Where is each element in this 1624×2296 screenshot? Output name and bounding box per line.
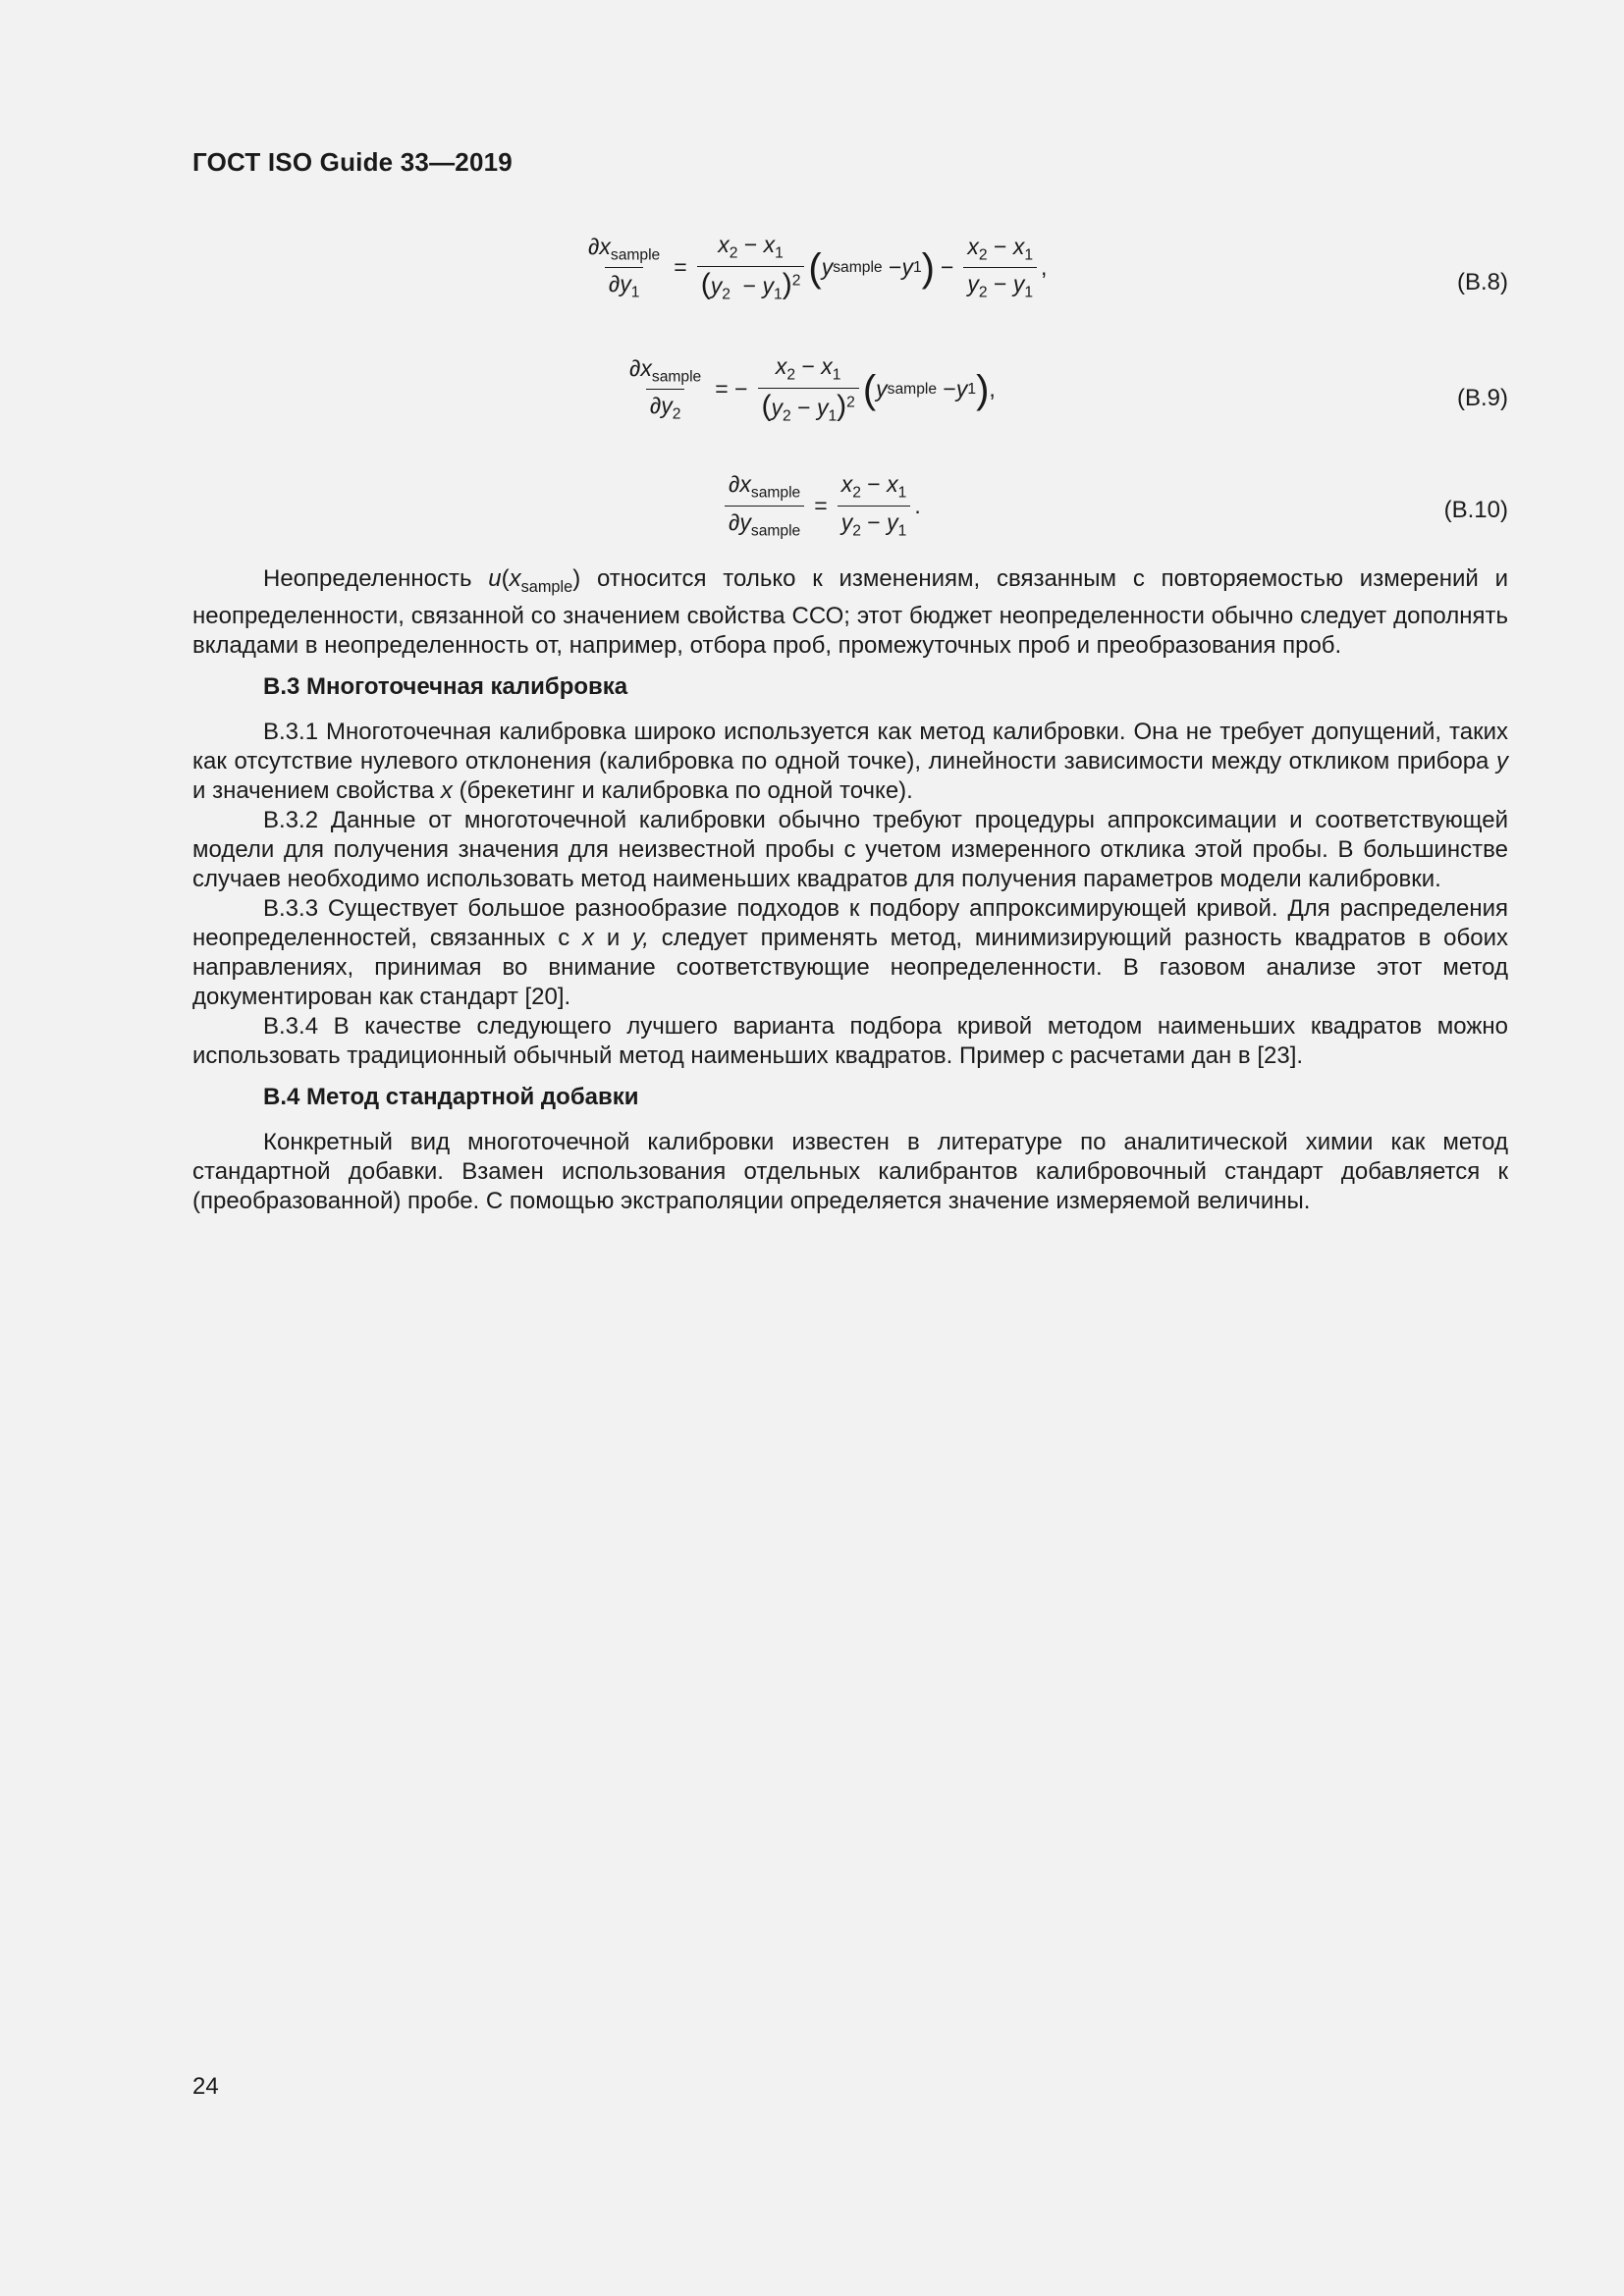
- equation-b9: [192, 353, 1508, 442]
- equation-number: (B.8): [1456, 269, 1508, 295]
- document-header: ГОСТ ISO Guide 33—2019: [192, 147, 513, 177]
- fraction: $\frac{x_2 - x_1}{y_2 - y_1}$: [963, 234, 1037, 302]
- fraction: $\frac{x_2 - x_1}{(y_2 - y_1)^2}$: [758, 353, 859, 425]
- equation-b9-expression: $\frac{\partial x_{sample}}{\partial y_2}$ = − $\frac{x_2 - x_1}{(y_2 - y_1)^2}$ ( y sample − y 1 ) ,: [622, 353, 996, 425]
- paragraph-b31: B.3.1 Многоточечная калибровка широко используется как метод калибровки. Она не требует допущений, таких как отсутствие нулевого отклонения (калибровка по одной точке), линейности зависимости между откликом прибора y и значением свойства x (брекетинг и калибровка по одной точке).: [192, 718, 1508, 804]
- fraction: $\frac{x_2 - x_1}{(y_2 - y_1)^2}$: [697, 232, 805, 303]
- uncertainty-paragraph: Неопределенность $u(x_{sample})$ относится только к изменениям, связанным с повторяемостью измерений и неопределенности, связанной со значением свойства ССО; этот бюджет неопределенности обычно следует дополнять вкладами в неопределенность от, например, отбора проб, промежуточных проб и преобразования проб.: [192, 565, 1508, 659]
- section-heading-b3: B.3 Многоточечная калибровка: [263, 672, 628, 700]
- paragraph-b34: B.3.4 В качестве следующего лучшего варианта подбора кривой методом наименьших квадратов можно использовать традиционный обычный метод наименьших квадратов. Пример с расчетами дан в [23].: [192, 1012, 1508, 1069]
- section-heading-b4: B.4 Метод стандартной добавки: [263, 1083, 639, 1110]
- fraction: $\frac{\partial x_{sample}}{\partial y_{sample}}$: [725, 471, 804, 540]
- equation-b8: [192, 232, 1508, 320]
- paragraph-b4: Конкретный вид многоточечной калибровки известен в литературе по аналитической химии как метод стандартной добавки. Взамен использования отдельных калибрантов калибровочный стандарт добавляется к (преобразованной) пробе. С помощью экстраполяции определяется значение измеряемой величины.: [192, 1128, 1508, 1214]
- page-number: 24: [192, 2073, 219, 2100]
- equation-number: (B.10): [1443, 497, 1508, 523]
- fraction: $\frac{\partial x_{sample}}{\partial y_1}$: [588, 233, 661, 301]
- equation-number: (B.9): [1456, 385, 1508, 411]
- body-text: [192, 564, 1508, 1216]
- paragraph-b32: B.3.2 Данные от многоточечной калибровки обычно требуют процедуры аппроксимации и соответствующей модели для получения значения для неизвестной пробы с учетом измеренного отклика этой пробы. В большинстве случаев необходимо использовать метод наименьших квадратов для получения параметров модели калибровки.: [192, 806, 1508, 892]
- equation-b10-expression: $\frac{\partial x_{sample}}{\partial y_{sample}}$ = $\frac{x_2 - x_1}{y_2 - y_1}$ .: [721, 471, 921, 540]
- equation-b8-expression: $\frac{\partial x_{sample}}{\partial y_1}$ = $\frac{x_2 - x_1}{(y_2 - y_1)^2}$ ( y sample − y 1 ) − $\frac{x_2 - x_1}{y_2 - y_1}$ ,: [580, 232, 1047, 303]
- fraction: $\frac{\partial x_{sample}}{\partial y_2}$: [629, 354, 702, 423]
- equation-b10: [192, 471, 1508, 560]
- paragraph-b33: B.3.3 Существует большое разнообразие подходов к подбору аппроксимирующей кривой. Для распределения неопределенностей, связанных с x и y, следует применять метод, минимизирующий разность квадратов в обоих направлениях, принимая во внимание соответствующие неопределенности. В газовом анализе этот метод документирован как стандарт [20].: [192, 894, 1508, 1010]
- fraction: $\frac{x_2 - x_1}{y_2 - y_1}$: [838, 471, 911, 540]
